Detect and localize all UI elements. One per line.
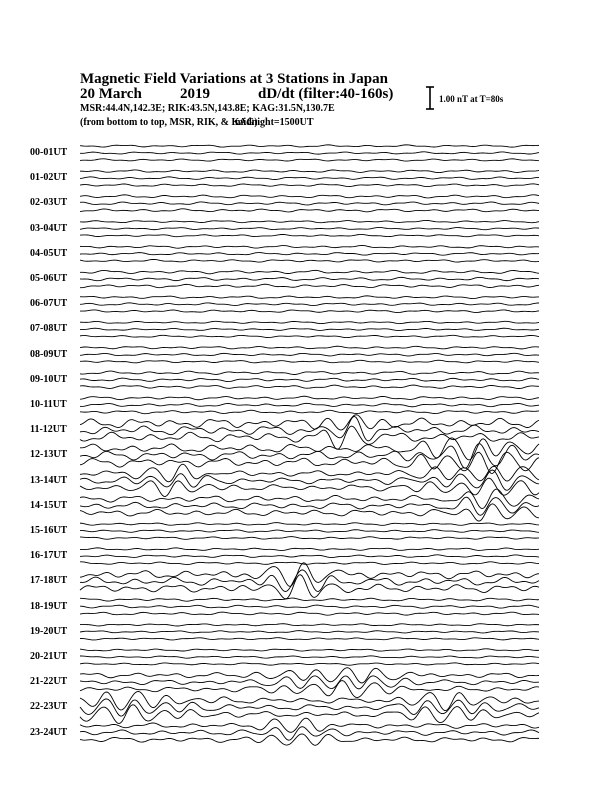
trace-rik-23-24UT bbox=[80, 727, 539, 740]
trace-kag-07-08UT bbox=[80, 321, 539, 323]
trace-msr-08-09UT bbox=[80, 360, 539, 363]
trace-rik-10-11UT bbox=[80, 403, 539, 406]
trace-msr-01-02UT bbox=[80, 184, 539, 187]
hour-label: 03-04UT bbox=[30, 222, 68, 234]
hour-label: 01-02UT bbox=[30, 172, 68, 184]
trace-msr-10-11UT bbox=[80, 410, 539, 413]
hour-label: 02-03UT bbox=[30, 197, 68, 209]
trace-kag-06-07UT bbox=[80, 296, 539, 299]
trace-msr-03-04UT bbox=[80, 234, 539, 236]
trace-rik-05-06UT bbox=[80, 277, 539, 280]
trace-kag-11-12UT bbox=[80, 415, 539, 430]
hour-label: 06-07UT bbox=[30, 298, 68, 310]
trace-msr-04-05UT bbox=[80, 259, 539, 262]
scale-bar bbox=[426, 87, 434, 109]
trace-kag-18-19UT bbox=[80, 598, 539, 601]
trace-rik-07-08UT bbox=[80, 328, 539, 330]
hour-label: 11-12UT bbox=[30, 424, 67, 436]
hour-label: 20-21UT bbox=[30, 651, 68, 662]
hour-label: 09-10UT bbox=[30, 373, 68, 385]
trace-kag-21-22UT bbox=[80, 668, 539, 683]
hour-label: 18-19UT bbox=[30, 600, 68, 612]
trace-kag-01-02UT bbox=[80, 170, 539, 173]
trace-rik-06-07UT bbox=[80, 303, 539, 306]
station-order-note: (from bottom to top, MSR, RIK, & KAG) bbox=[80, 117, 258, 128]
trace-msr-20-21UT bbox=[80, 663, 539, 665]
trace-kag-13-14UT bbox=[80, 464, 539, 482]
scale-bar-label: 1.00 nT at T=80s bbox=[439, 94, 504, 104]
trace-kag-05-06UT bbox=[80, 270, 539, 273]
trace-rik-19-20UT bbox=[80, 631, 539, 633]
hour-label: 05-06UT bbox=[30, 273, 68, 284]
trace-kag-20-21UT bbox=[80, 649, 539, 651]
trace-msr-06-07UT bbox=[80, 310, 539, 313]
trace-msr-05-06UT bbox=[80, 284, 539, 287]
chart-title: Magnetic Field Variations at 3 Stations in Japan bbox=[80, 71, 388, 87]
chart-component: dD/dt (filter:40-160s) bbox=[258, 86, 394, 102]
hour-label: 12-13UT bbox=[30, 449, 68, 461]
trace-msr-23-24UT bbox=[80, 734, 539, 745]
hour-label: 21-22UT bbox=[30, 676, 68, 688]
chart-date: 20 March bbox=[80, 86, 142, 102]
chart-year: 2019 bbox=[180, 86, 210, 102]
trace-kag-04-05UT bbox=[80, 245, 539, 248]
trace-kag-10-11UT bbox=[80, 396, 539, 399]
trace-kag-15-16UT bbox=[80, 523, 539, 526]
trace-rik-16-17UT bbox=[80, 555, 539, 558]
hour-label: 10-11UT bbox=[30, 399, 67, 410]
station-coordinates: MSR:44.4N,142.3E; RIK:43.5N,143.8E; KAG:31.5N,130.7E bbox=[80, 103, 335, 114]
hour-label: 22-23UT bbox=[30, 701, 68, 713]
trace-kag-19-20UT bbox=[80, 624, 539, 626]
hour-label: 15-16UT bbox=[30, 525, 68, 536]
trace-msr-15-16UT bbox=[80, 537, 539, 540]
trace-group bbox=[80, 145, 539, 745]
trace-msr-07-08UT bbox=[80, 335, 539, 337]
hour-label: 23-24UT bbox=[30, 726, 68, 738]
trace-msr-21-22UT bbox=[80, 681, 539, 698]
trace-msr-13-14UT bbox=[80, 478, 539, 496]
trace-kag-02-03UT bbox=[80, 195, 539, 198]
hour-label: 08-09UT bbox=[30, 348, 68, 360]
trace-rik-15-16UT bbox=[80, 530, 539, 533]
trace-msr-02-03UT bbox=[80, 209, 539, 212]
trace-msr-11-12UT bbox=[80, 426, 539, 449]
trace-rik-20-21UT bbox=[80, 656, 539, 658]
trace-rik-09-10UT bbox=[80, 378, 539, 381]
trace-rik-18-19UT bbox=[80, 605, 539, 608]
trace-kag-00-01UT bbox=[80, 145, 539, 147]
trace-rik-04-05UT bbox=[80, 253, 539, 256]
trace-rik-11-12UT bbox=[80, 416, 539, 440]
hour-label: 13-14UT bbox=[30, 474, 68, 486]
trace-kag-09-10UT bbox=[80, 371, 539, 374]
trace-msr-18-19UT bbox=[80, 612, 539, 615]
trace-msr-16-17UT bbox=[80, 562, 539, 565]
hour-label: 14-15UT bbox=[30, 499, 68, 511]
trace-rik-08-09UT bbox=[80, 353, 539, 356]
trace-rik-03-04UT bbox=[80, 227, 539, 229]
trace-rik-00-01UT bbox=[80, 152, 539, 154]
trace-msr-00-01UT bbox=[80, 159, 539, 161]
trace-kag-12-13UT bbox=[80, 438, 539, 460]
trace-kag-22-23UT bbox=[80, 692, 539, 711]
trace-msr-19-20UT bbox=[80, 638, 539, 640]
hour-label: 00-01UT bbox=[30, 147, 68, 158]
trace-kag-03-04UT bbox=[80, 220, 539, 222]
trace-rik-01-02UT bbox=[80, 177, 539, 180]
hour-label: 17-18UT bbox=[30, 575, 68, 587]
hour-label: 16-17UT bbox=[30, 550, 68, 562]
trace-rik-21-22UT bbox=[80, 676, 539, 689]
trace-rik-02-03UT bbox=[80, 202, 539, 205]
trace-msr-12-13UT bbox=[80, 452, 539, 473]
midnight-note: midnight=1500UT bbox=[235, 117, 314, 128]
trace-msr-09-10UT bbox=[80, 385, 539, 388]
hour-label: 04-05UT bbox=[30, 247, 68, 259]
hour-label: 19-20UT bbox=[30, 625, 68, 637]
trace-kag-16-17UT bbox=[80, 548, 539, 551]
hour-label: 07-08UT bbox=[30, 323, 68, 335]
trace-kag-08-09UT bbox=[80, 346, 539, 349]
